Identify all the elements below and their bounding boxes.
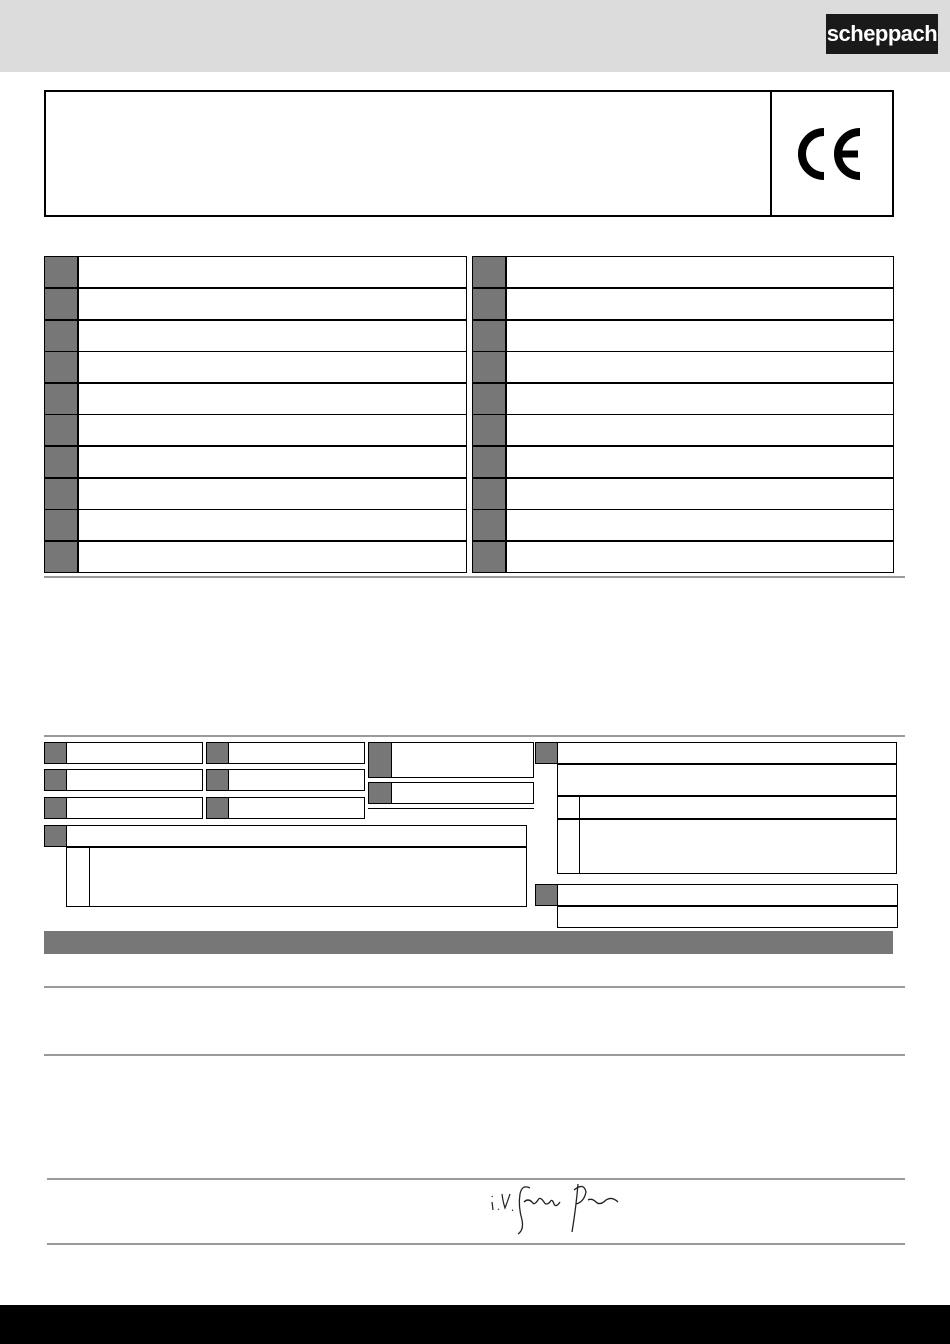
lang-text-cell bbox=[506, 351, 894, 383]
directive-text-cell bbox=[557, 884, 898, 906]
divider-rule bbox=[44, 576, 905, 578]
directive-code-cell bbox=[44, 769, 67, 791]
lang-text-cell bbox=[78, 383, 467, 415]
directive-text-cell bbox=[557, 906, 898, 928]
directive-code-cell bbox=[206, 797, 229, 819]
lang-code-cell bbox=[44, 414, 78, 446]
lang-text-cell bbox=[78, 446, 467, 478]
lang-text-cell bbox=[78, 320, 467, 352]
brand-logo: scheppach bbox=[826, 14, 938, 54]
directive-text-cell bbox=[66, 825, 527, 847]
top-band bbox=[0, 0, 950, 72]
divider-rule bbox=[47, 1243, 905, 1245]
lang-code-cell bbox=[44, 509, 78, 541]
divider-rule bbox=[44, 986, 905, 988]
directive-text-cell bbox=[66, 769, 203, 791]
directive-text-cell bbox=[391, 782, 534, 804]
lang-text-cell bbox=[506, 414, 894, 446]
directive-code-cell bbox=[44, 797, 67, 819]
directive-code-cell bbox=[206, 742, 229, 764]
directive-code-cell bbox=[44, 825, 67, 847]
footer-band bbox=[0, 1305, 950, 1344]
directive-sub-code-cell bbox=[66, 847, 90, 907]
directive-text-cell bbox=[391, 742, 534, 778]
lang-text-cell bbox=[506, 509, 894, 541]
lang-text-cell bbox=[78, 256, 467, 288]
directive-text-cell bbox=[66, 797, 203, 819]
lang-code-cell bbox=[472, 414, 506, 446]
directive-sub-text-cell bbox=[579, 796, 897, 819]
lang-text-cell bbox=[506, 478, 894, 510]
directive-text-cell bbox=[228, 797, 365, 819]
lang-text-cell bbox=[78, 351, 467, 383]
directive-code-cell bbox=[535, 742, 558, 764]
directive-code-cell bbox=[44, 742, 67, 764]
lang-code-cell bbox=[472, 288, 506, 320]
directive-text-cell bbox=[228, 742, 365, 764]
lang-text-cell bbox=[78, 541, 467, 573]
lang-text-cell bbox=[78, 509, 467, 541]
standards-bar bbox=[44, 931, 893, 954]
lang-code-cell bbox=[472, 541, 506, 573]
lang-code-cell bbox=[472, 320, 506, 352]
lang-code-cell bbox=[44, 351, 78, 383]
divider-rule bbox=[47, 1178, 905, 1180]
lang-code-cell bbox=[44, 383, 78, 415]
directive-sub-code-cell bbox=[557, 819, 580, 874]
lang-code-cell bbox=[472, 478, 506, 510]
directive-text-cell bbox=[557, 764, 897, 796]
directive-sub-text-cell bbox=[89, 847, 527, 907]
lang-code-cell bbox=[44, 541, 78, 573]
directive-text-cell bbox=[228, 769, 365, 791]
directive-text-cell bbox=[557, 742, 897, 764]
directive-code-cell bbox=[368, 782, 392, 804]
directive-code-cell bbox=[535, 884, 558, 906]
lang-text-cell bbox=[78, 288, 467, 320]
divider-rule bbox=[44, 735, 905, 737]
lang-text-cell bbox=[506, 320, 894, 352]
directive-underline bbox=[368, 808, 534, 809]
lang-text-cell bbox=[78, 414, 467, 446]
ce-mark-icon bbox=[772, 92, 892, 215]
lang-code-cell bbox=[44, 288, 78, 320]
lang-text-cell bbox=[506, 541, 894, 573]
lang-code-cell bbox=[472, 509, 506, 541]
lang-text-cell bbox=[78, 478, 467, 510]
directive-sub-code-cell bbox=[557, 796, 580, 819]
lang-text-cell bbox=[506, 446, 894, 478]
lang-code-cell bbox=[44, 446, 78, 478]
lang-code-cell bbox=[472, 256, 506, 288]
directive-text-cell bbox=[66, 742, 203, 764]
directive-code-cell bbox=[368, 742, 392, 778]
header-box bbox=[44, 90, 894, 217]
lang-code-cell bbox=[472, 351, 506, 383]
directive-code-cell bbox=[206, 769, 229, 791]
divider-rule bbox=[44, 1054, 905, 1056]
lang-text-cell bbox=[506, 288, 894, 320]
lang-code-cell bbox=[44, 320, 78, 352]
directive-sub-text-cell bbox=[579, 819, 897, 874]
lang-code-cell bbox=[44, 256, 78, 288]
lang-code-cell bbox=[472, 446, 506, 478]
signature-image bbox=[488, 1180, 628, 1238]
lang-text-cell bbox=[506, 383, 894, 415]
lang-code-cell bbox=[472, 383, 506, 415]
lang-code-cell bbox=[44, 478, 78, 510]
lang-text-cell bbox=[506, 256, 894, 288]
